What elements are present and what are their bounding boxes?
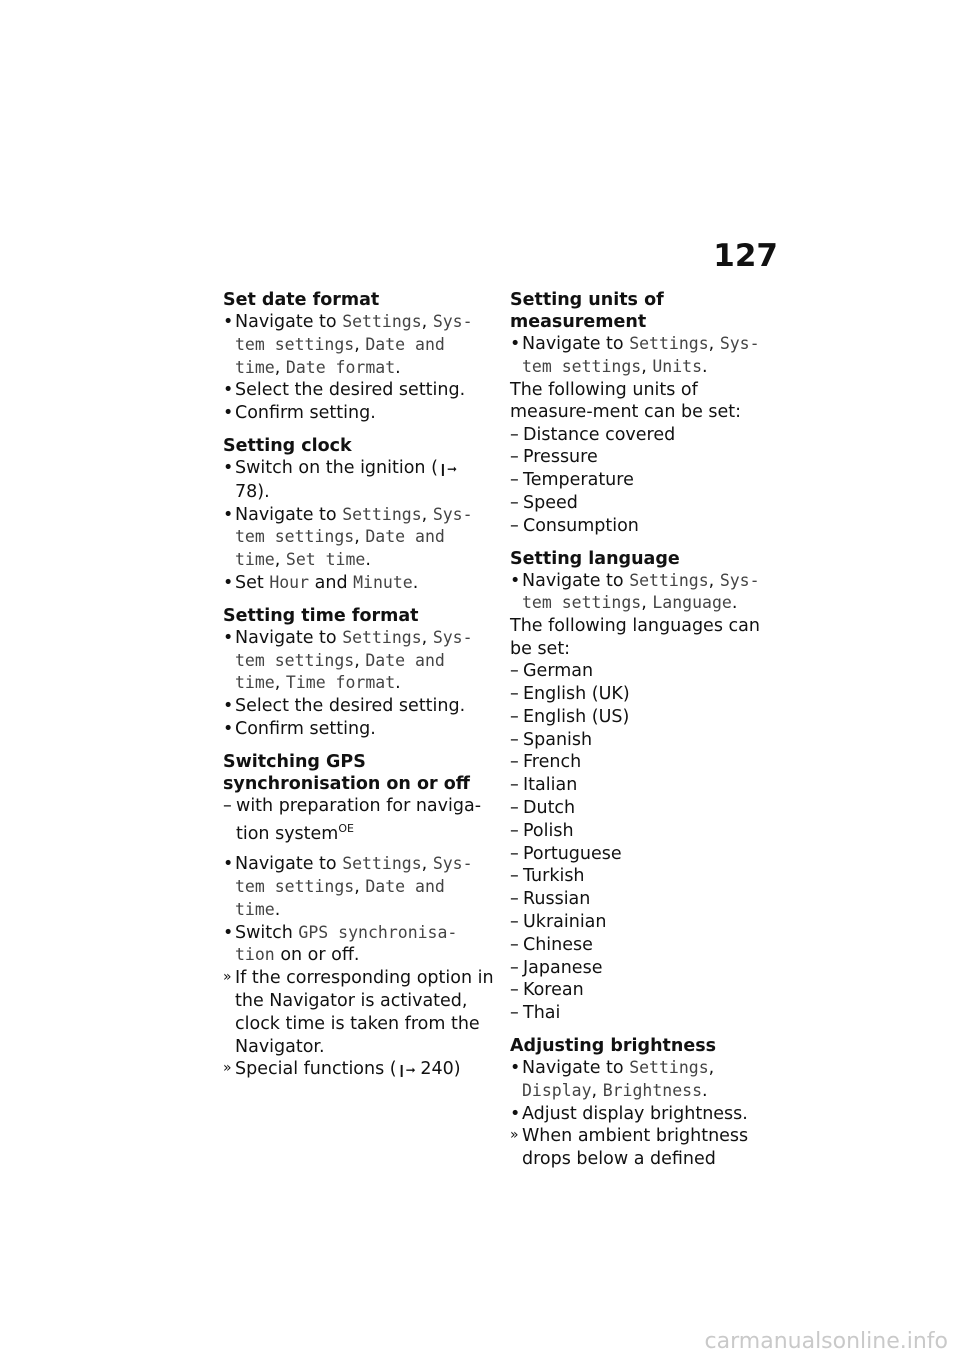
list-item: – Temperature (510, 469, 785, 492)
list-item: – English (UK) (510, 683, 785, 706)
section-heading: Adjusting brightness (510, 1035, 717, 1056)
result-list (223, 967, 495, 1082)
section-heading: Set date format (223, 290, 380, 310)
list-item: – Polish (510, 820, 785, 843)
step: • Navigate to Settings, Sys- tem settings, Date and time, Set time. (223, 504, 495, 572)
list-item: – Distance covered (510, 424, 785, 447)
languages-list (510, 660, 785, 1025)
step: • Adjust display brightness. (510, 1103, 785, 1126)
list-item: – Japanese (510, 957, 785, 980)
section-units-of-measurement (510, 289, 785, 538)
page-reference-arrow-icon: ❙➞ (396, 1063, 415, 1078)
section-setting-language (510, 548, 785, 1025)
step: • Navigate to Settings, Display, Brightness. (510, 1057, 785, 1103)
section-heading: Setting clock (223, 435, 352, 456)
result: » Special functions (❙➞ 240) (223, 1058, 495, 1082)
result-list (510, 1125, 785, 1171)
intro-text: The following units of measure-ment can be set: (510, 379, 742, 423)
list-item: – Italian (510, 774, 785, 797)
list-item: – Russian (510, 888, 785, 911)
optional-equipment-marker: OE (338, 821, 354, 835)
section-set-date-format (223, 289, 495, 425)
list-item: – Ukrainian (510, 911, 785, 934)
step: • Navigate to Settings, Sys- tem settings, Date and time. (223, 853, 495, 921)
result: » When ambient brightness drops below a defined (510, 1125, 785, 1171)
section-gps-synchronisation (223, 751, 495, 1082)
step: • Navigate to Settings, Sys- tem settings, Units. (510, 333, 785, 379)
step: • Confirm setting. (223, 718, 495, 741)
list-item: – Spanish (510, 729, 785, 752)
step-list (510, 333, 785, 379)
list-item: – Dutch (510, 797, 785, 820)
list-item: – Pressure (510, 446, 785, 469)
section-heading: Setting language (510, 548, 680, 569)
page-number: 127 (713, 238, 778, 274)
section-heading: Setting time format (223, 605, 419, 626)
step: • Switch GPS synchronisa- tion on or off. (223, 922, 495, 968)
right-column (510, 289, 785, 1181)
step: • Navigate to Settings, Sys- tem settings, Date and time, Date format. (223, 311, 495, 379)
requirement-list (223, 795, 495, 845)
list-item: – Consumption (510, 515, 785, 538)
list-item: – Portuguese (510, 843, 785, 866)
units-list (510, 424, 785, 538)
step-list (223, 853, 495, 967)
list-item: – Thai (510, 1002, 785, 1025)
requirement: – with preparation for naviga- tion system$^{OE}$ (223, 795, 495, 845)
step-list (510, 570, 785, 616)
step: • Set Hour and Minute. (223, 572, 495, 595)
list-item: – Turkish (510, 865, 785, 888)
watermark: carmanualsonline.info (704, 1329, 948, 1354)
step-list (223, 627, 495, 741)
left-column (223, 289, 495, 1092)
list-item: – English (US) (510, 706, 785, 729)
step: • Navigate to Settings, Sys- tem settings, Language. (510, 570, 785, 616)
step-list (223, 311, 495, 425)
step: • Confirm setting. (223, 402, 495, 425)
step-list (510, 1057, 785, 1125)
page-reference[interactable]: 78 (235, 481, 258, 502)
step-list (223, 457, 495, 595)
list-item: – Korean (510, 979, 785, 1002)
step: • Navigate to Settings, Sys- tem settings, Date and time, Time format. (223, 627, 495, 695)
step: • Switch on the ignition (❙➞ 78). (223, 457, 495, 504)
list-item: – German (510, 660, 785, 683)
step: • Select the desired setting. (223, 695, 495, 718)
section-adjusting-brightness (510, 1035, 785, 1171)
step: • Select the desired setting. (223, 379, 495, 402)
intro-text: The following languages can be set: (510, 616, 760, 659)
list-item: – Speed (510, 492, 785, 515)
page-reference[interactable]: 240 (420, 1059, 454, 1080)
section-setting-clock (223, 435, 495, 595)
result: » If the corresponding option in the Navigator is activated, clock time is taken from the Navigator. (223, 967, 495, 1058)
section-heading: Switching GPS synchronisation on or off (223, 751, 470, 794)
page-reference-arrow-icon: ❙➞ (437, 461, 457, 476)
list-item: – Chinese (510, 934, 785, 957)
list-item: – French (510, 751, 785, 774)
section-heading: Setting units of measurement (510, 290, 664, 332)
section-setting-time-format (223, 605, 495, 741)
